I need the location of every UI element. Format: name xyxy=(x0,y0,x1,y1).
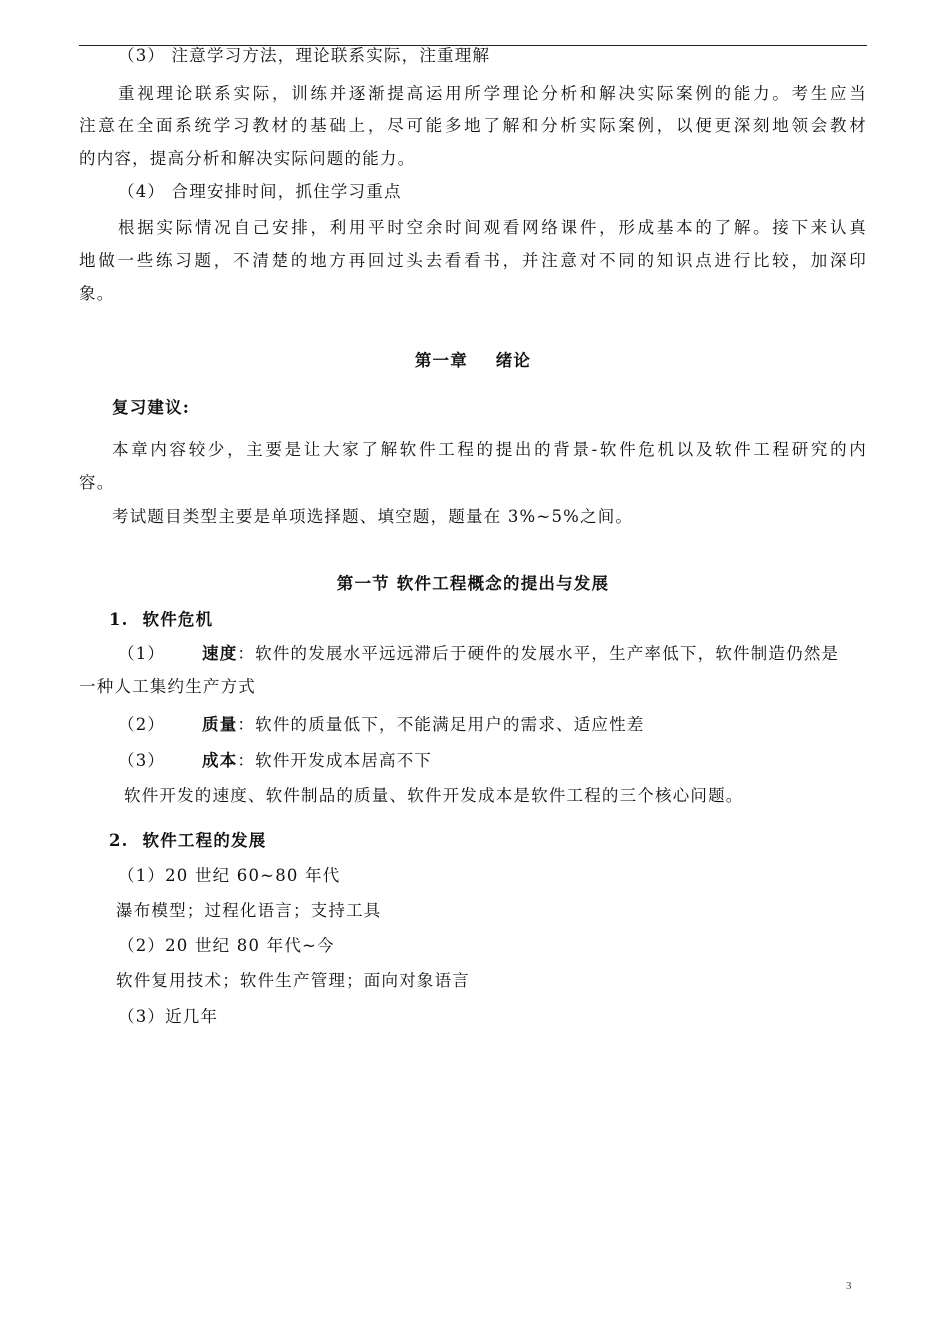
review-para-line2: 容。 xyxy=(79,473,115,492)
crisis-item-text: ：软件的质量低下，不能满足用户的需求、适应性差 xyxy=(237,715,645,734)
chapter-title: 第一章 绪论 xyxy=(414,351,532,370)
crisis-summary: 软件开发的速度、软件制品的质量、软件开发成本是软件工程的三个核心问题。 xyxy=(124,786,744,805)
crisis-item-number: （3） xyxy=(118,751,166,770)
development-era-3: （3）近几年 xyxy=(118,1007,219,1026)
item3-para-line3: 的内容，提高分析和解决实际问题的能力。 xyxy=(79,149,416,168)
item3-heading: （3） 注意学习方法，理论联系实际，注重理解 xyxy=(118,46,491,65)
review-para-line1: 本章内容较少，主要是让大家了解软件工程的提出的背景-软件危机以及软件工程研究的内 xyxy=(112,440,867,459)
development-era-2-desc: 软件复用技术；软件生产管理；面向对象语言 xyxy=(116,971,470,990)
item3-para-line1: 重视理论联系实际，训练并逐渐提高运用所学理论分析和解决实际案例的能力。考生应当 xyxy=(118,84,867,103)
crisis-item-label: 成本 xyxy=(202,751,238,770)
crisis-heading: 1. 软件危机 xyxy=(109,610,214,629)
crisis-item-number: （1） xyxy=(118,644,166,663)
development-era-1-desc: 瀑布模型；过程化语言；支持工具 xyxy=(116,901,382,920)
item4-para-line1: 根据实际情况自己安排，利用平时空余时间观看网络课件，形成基本的了解。接下来认真 xyxy=(118,218,867,237)
section-title: 第一节 软件工程概念的提出与发展 xyxy=(336,574,610,593)
crisis-item-label: 速度 xyxy=(202,644,238,663)
crisis-item-quality xyxy=(118,713,906,737)
page-number: 3 xyxy=(846,1280,852,1292)
crisis-item-label: 质量 xyxy=(202,715,238,734)
exam-para: 考试题目类型主要是单项选择题、填空题，题量在 3%~5%之间。 xyxy=(112,507,634,526)
development-era-2: （2）20 世纪 80 年代~今 xyxy=(118,936,335,955)
item4-para-line2: 地做一些练习题，不清楚的地方再回过头去看看书，并注意对不同的知识点进行比较，加深印 xyxy=(79,251,867,270)
crisis-item-text: ：软件开发成本居高不下 xyxy=(237,751,433,770)
crisis-item-cost xyxy=(118,749,906,773)
review-label: 复习建议: xyxy=(112,398,191,417)
item3-para-line2: 注意在全面系统学习教材的基础上，尽可能多地了解和分析实际案例，以便更深刻地领会教材 xyxy=(79,116,867,135)
crisis-item-text: ：软件的发展水平远远滞后于硬件的发展水平，生产率低下，软件制造仍然是 xyxy=(237,644,840,663)
development-heading: 2. 软件工程的发展 xyxy=(109,831,267,850)
crisis-item-speed-line2: 一种人工集约生产方式 xyxy=(79,677,256,696)
development-era-1: （1）20 世纪 60~80 年代 xyxy=(118,866,341,885)
item4-para-line3: 象。 xyxy=(79,284,115,303)
crisis-item-speed xyxy=(118,642,867,666)
crisis-item-number: （2） xyxy=(118,715,166,734)
item4-heading: （4） 合理安排时间，抓住学习重点 xyxy=(118,182,402,201)
